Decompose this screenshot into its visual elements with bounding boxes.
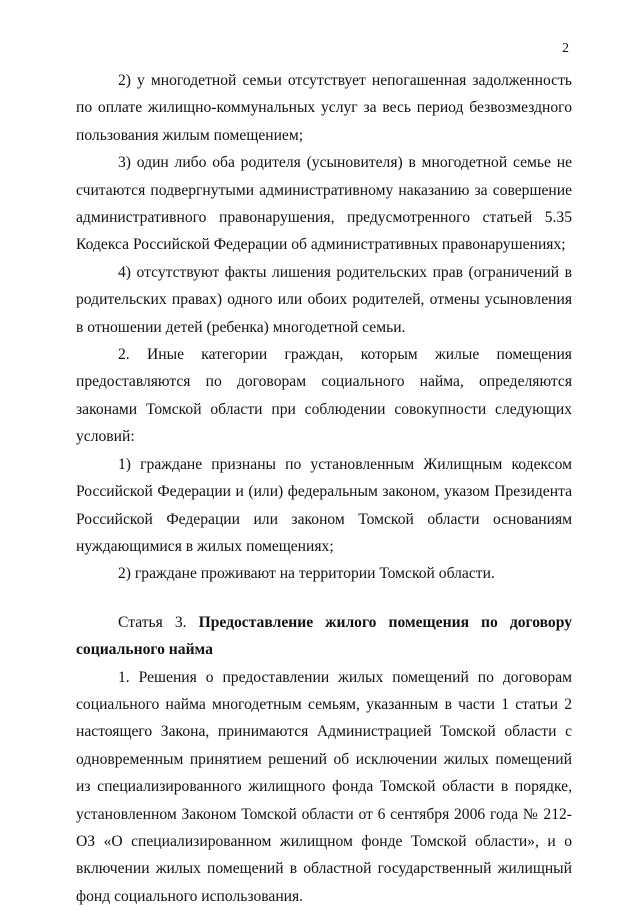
page-number: 2 (562, 41, 569, 56)
article-heading (76, 609, 572, 664)
paragraph-part-2-item-1: 1) граждане признаны по установленным Жилищным кодексом Российской Федерации и (или) федеральным законом, указом Президента Российской Федерации или законом Томской области основаниям нуждающимися в жилых помещениях; (76, 455, 572, 555)
article-prefix: Статья 3. (118, 613, 187, 631)
paragraph-item-2: 2) у многодетной семьи отсутствует непогашенная задолженность по оплате жилищно-коммунальных услуг за весь период безвозмездного пользования жилым помещением; (76, 72, 572, 144)
article-title: Предоставление жилого помещения по договору социального найма (76, 613, 572, 659)
article-paragraph-1: 1. Решения о предоставлении жилых помещений по договорам социального найма многодетным семьям, указанным в части 1 статьи 2 настоящего Закона, принимаются Администрацией Томской области с одновременным принятием решений об исключении жилых помещений из специализированного жилищного фонда Томской области в порядке, установленном Законом Томской области от 6 сентября 2006 года № 212-ОЗ «О специализированном жилищном фонде Томской области», и о включении жилых помещений в областной государственный жилищный фонд социального использования. (76, 668, 572, 905)
paragraph-part-2: 2. Иные категории граждан, которым жилые помещения предоставляются по договорам социального найма, определяются законами Томской области при соблюдении совокупности следующих условий: (76, 346, 572, 446)
paragraph-item-3: 3) один либо оба родителя (усыновителя) в многодетной семье не считаются подвергнутыми административному наказанию за совершение административного правонарушения, предусмотренного статьей 5.35 Кодекса Российской Федерации об административных правонарушениях; (76, 154, 572, 254)
paragraph-part-2-item-2: 2) граждане проживают на территории Томской области. (118, 565, 495, 583)
paragraph-item-4: 4) отсутствуют факты лишения родительских прав (ограничений в родительских правах) одного или обоих родителей, отмены усыновления в отношении детей (ребенка) многодетной семьи. (76, 263, 572, 336)
document-body (76, 67, 572, 910)
section-spacer (76, 588, 572, 609)
